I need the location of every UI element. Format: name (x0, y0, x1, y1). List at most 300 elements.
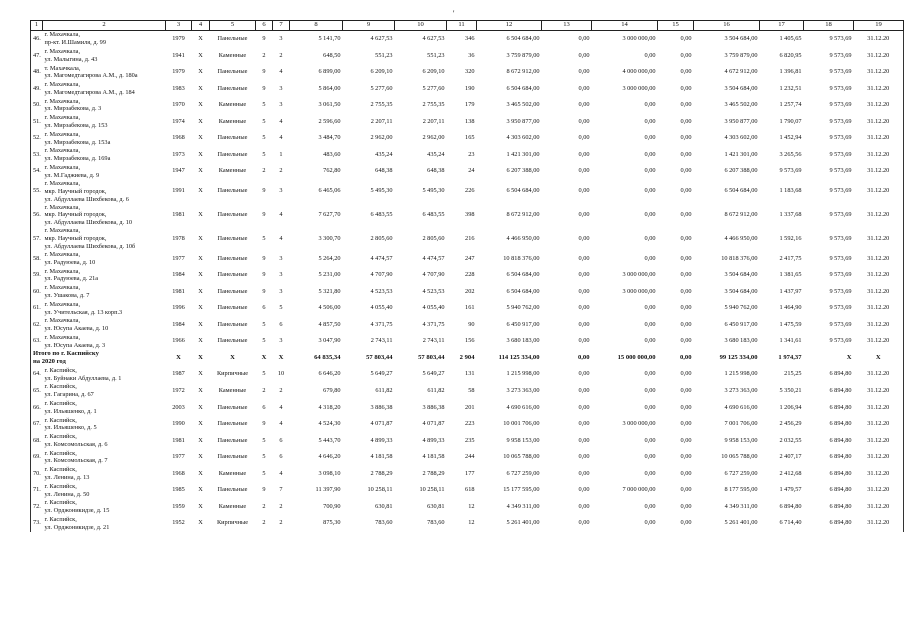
cell-col-10: 6 483,55 (422, 210, 445, 218)
cell-col-13: 0,00 (578, 287, 590, 295)
cell-col-6: 5 (262, 117, 266, 125)
cell-col-14: 0,00 (644, 150, 656, 158)
cell-col-8: 4 857,50 (318, 320, 341, 328)
cell-col-17: 5 350,21 (779, 387, 802, 394)
address-cell (43, 180, 166, 204)
cell-col-12: 10 065 788,00 (503, 453, 540, 461)
cell-col-14: 7 000 000,00 (622, 486, 656, 494)
cell-col-9: 6 483,55 (370, 210, 393, 218)
cell-col-11: 247 (465, 254, 475, 262)
address-cell (43, 130, 166, 147)
cell-col-4: Х (198, 68, 203, 76)
cell-col-11: 244 (465, 453, 475, 461)
cell-col-4: Х (198, 271, 203, 279)
column-header-19: 19 (854, 21, 904, 31)
cell-col-7: 4 (279, 117, 283, 125)
cell-col-16: 3 273 363,00 (724, 387, 758, 394)
table-row (31, 300, 904, 317)
row-number: 48. (33, 68, 41, 76)
cell-col-9: 5 495,30 (370, 187, 393, 195)
cell-col-11: 161 (465, 304, 475, 312)
cell-col-7: 2 (279, 519, 283, 527)
cell-col-6: 2 (262, 502, 266, 510)
cell-col-13: 0,00 (578, 254, 590, 262)
cell-col-18: 9 573,69 (829, 84, 852, 92)
cell-col-13: 0,00 (578, 271, 590, 279)
cell-col-16: 3 950 877,00 (724, 117, 758, 125)
cell-col-14: 0,00 (644, 502, 656, 510)
row-number: 49. (33, 84, 41, 92)
cell-col-17: 2 417,75 (779, 254, 802, 262)
table-body (31, 31, 904, 532)
cell-col-5: Панельные (217, 34, 248, 42)
address-line: ул. Ленина, д. 50 (44, 490, 90, 498)
cell-col-7: 3 (279, 84, 283, 92)
cell-col-18: 6 894,80 (829, 502, 852, 510)
cell-col-3: 1941 (172, 51, 185, 59)
cell-col-5: Панельные (217, 150, 248, 158)
cell-col-10: 551,23 (427, 51, 445, 59)
cell-col-18: 9 573,69 (829, 68, 852, 76)
cell-col-4: Х (198, 304, 203, 312)
row-number: 53. (33, 150, 41, 158)
cell-col-4: Х (198, 370, 203, 378)
cell-col-19: 31.12.20 (867, 420, 890, 428)
cell-col-7: 4 (279, 420, 283, 428)
cell-col-18: 9 573,69 (829, 187, 852, 195)
cell-col-11: 138 (465, 117, 475, 125)
address-line: г. Каспийск, (44, 366, 77, 374)
cell-col-10: 435,24 (427, 150, 445, 158)
cell-col-5: Панельные (217, 271, 248, 279)
page-mark: ' (453, 9, 455, 18)
cell-col-8: 483,60 (323, 150, 341, 158)
cell-col-4: Х (198, 337, 203, 345)
row-number: 47. (33, 51, 41, 59)
cell-col-12: 8 672 912,00 (506, 210, 540, 218)
cell-col-13: 0,00 (578, 519, 590, 527)
cell-col-13: 0,00 (578, 210, 590, 218)
cell-col-12: 114 125 334,00 (498, 353, 540, 361)
cell-col-8: 762,80 (323, 167, 341, 175)
cell-col-9: 4 055,40 (370, 304, 393, 312)
cell-col-7: 4 (279, 210, 283, 218)
cell-col-14: 0,00 (644, 187, 656, 195)
column-header-12: 12 (477, 21, 542, 31)
cell-col-9: 2 743,11 (370, 337, 393, 345)
cell-col-3: 2003 (172, 403, 185, 411)
cell-col-3: 1973 (172, 150, 185, 158)
cell-col-6: 5 (262, 234, 266, 242)
cell-col-19: 31.12.20 (867, 271, 890, 279)
cell-col-12: 10 001 706,00 (503, 420, 540, 428)
cell-col-3: 1978 (172, 234, 185, 242)
address-line: г. Махачкала, (44, 130, 81, 138)
cell-col-5: Панельные (217, 420, 248, 428)
cell-col-11: 36 (468, 51, 475, 59)
cell-col-15: 0,00 (680, 486, 692, 494)
cell-col-6: 2 (262, 51, 266, 59)
cell-col-18: Х (846, 353, 852, 361)
row-number: 50. (33, 101, 41, 109)
cell-col-13: 0,00 (578, 68, 590, 76)
cell-col-4: Х (198, 320, 203, 328)
cell-col-14: 3 000 000,00 (622, 271, 656, 279)
address-cell (43, 515, 166, 532)
cell-col-12: 6 504 684,00 (506, 34, 540, 42)
row-number: 70. (33, 469, 41, 477)
address-line: г. Махачкала, (44, 163, 81, 171)
cell-col-11: 131 (465, 370, 475, 378)
cell-col-12: 10 818 376,00 (503, 254, 540, 262)
column-header-17: 17 (760, 21, 804, 31)
cell-col-10: 648,38 (427, 167, 445, 175)
cell-col-8: 5 321,80 (318, 287, 341, 295)
row-number: 73. (33, 519, 41, 527)
cell-col-18: 6 894,80 (829, 436, 852, 444)
cell-col-8: 2 596,60 (318, 117, 341, 125)
cell-col-18: 9 573,69 (829, 167, 852, 175)
cell-col-13: 0,00 (578, 304, 590, 312)
cell-col-10: 2 962,00 (422, 134, 445, 142)
cell-col-17: 1 437,97 (779, 287, 802, 295)
cell-col-7: 7 (279, 486, 283, 494)
table-row (31, 466, 904, 483)
cell-col-5: Каменные (218, 502, 247, 510)
cell-col-4: Х (198, 117, 203, 125)
cell-col-4: Х (198, 436, 203, 444)
cell-col-18: 6 894,80 (829, 403, 852, 411)
cell-col-17: 1 232,51 (779, 84, 802, 92)
address-line: ул. Юсупа Акаева, д. 3 (44, 341, 106, 349)
cell-col-19: 31.12.20 (867, 134, 890, 142)
cell-col-14: 0,00 (644, 519, 656, 527)
cell-col-3: 1970 (172, 101, 185, 109)
cell-col-7: 3 (279, 337, 283, 345)
cell-col-4: Х (198, 387, 203, 394)
cell-col-6: 5 (262, 101, 266, 109)
cell-col-6: 6 (262, 304, 266, 312)
cell-col-6: Х (261, 353, 267, 361)
cell-col-13: 0,00 (578, 469, 590, 477)
table-row (31, 114, 904, 131)
cell-col-5: Панельные (217, 84, 248, 92)
cell-col-17: 1 183,68 (779, 187, 802, 195)
cell-col-17: 9 573,69 (779, 167, 802, 175)
address-cell (43, 204, 166, 228)
cell-col-16: 3 465 502,00 (724, 101, 758, 109)
cell-col-11: 190 (465, 84, 475, 92)
cell-col-13: 0,00 (578, 502, 590, 510)
cell-col-17: 1 790,07 (779, 117, 802, 125)
column-header-9: 9 (343, 21, 395, 31)
cell-col-8: 4 524,30 (318, 420, 341, 428)
cell-col-14: 0,00 (644, 51, 656, 59)
cell-col-15: 0,00 (680, 337, 692, 345)
total-label (31, 350, 166, 367)
cell-col-8: 5 864,00 (318, 84, 341, 92)
cell-col-16: 10 065 788,00 (721, 453, 758, 461)
address-cell (43, 416, 166, 433)
cell-col-19: 31.12.20 (867, 167, 890, 175)
cell-col-13: 0,00 (578, 234, 590, 242)
cell-col-6: 9 (262, 287, 266, 295)
cell-col-7: 5 (279, 304, 283, 312)
cell-col-14: 0,00 (644, 254, 656, 262)
cell-col-10: 4 071,87 (422, 420, 445, 428)
address-line: г. Махачкала, (44, 179, 81, 187)
table-row (31, 317, 904, 334)
row-number: 59. (33, 271, 41, 279)
cell-col-4: Х (198, 134, 203, 142)
address-cell (43, 251, 166, 268)
cell-col-8: 4 506,00 (318, 304, 341, 312)
cell-col-10: 4 707,90 (422, 271, 445, 279)
cell-col-15: 0,00 (680, 370, 692, 378)
cell-col-5: Каменные (218, 117, 247, 125)
cell-col-18: 9 573,69 (829, 150, 852, 158)
table-row (31, 251, 904, 268)
cell-col-3: 1983 (172, 84, 185, 92)
cell-col-16: 3 504 684,00 (724, 287, 758, 295)
cell-col-9: 2 962,00 (370, 134, 393, 142)
cell-col-13: 0,00 (578, 420, 590, 428)
address-line: г. Махачкала, (44, 147, 81, 155)
cell-col-10: 630,81 (427, 502, 445, 510)
address-cell (43, 48, 166, 65)
cell-col-14: 0,00 (644, 370, 656, 378)
address-cell (43, 400, 166, 417)
cell-col-5: Кирпичные (216, 519, 249, 527)
cell-col-15: 0,00 (680, 320, 692, 328)
cell-col-16: 4 349 311,00 (724, 502, 758, 510)
address-line: г. Махачкала, (44, 31, 81, 39)
cell-col-9: 4 474,57 (370, 254, 393, 262)
cell-col-15: 0,00 (680, 387, 692, 394)
cell-col-19: 31.12.20 (867, 234, 890, 242)
cell-col-15: 0,00 (680, 34, 692, 42)
cell-col-17: 1 381,65 (779, 271, 802, 279)
column-header-14: 14 (592, 21, 658, 31)
address-line: г. Каспийск, (44, 482, 77, 490)
cell-col-17: 1 206,94 (779, 403, 802, 411)
cell-col-11: 2 904 (459, 353, 475, 361)
cell-col-14: 0,00 (644, 117, 656, 125)
cell-col-12: 3 273 363,00 (506, 387, 540, 394)
cell-col-12: 3 759 879,00 (506, 51, 540, 59)
cell-col-19: Х (875, 353, 881, 361)
cell-col-11: 177 (465, 469, 475, 477)
column-number-header (31, 21, 904, 31)
cell-col-4: Х (198, 287, 203, 295)
cell-col-9: 611,82 (375, 387, 393, 394)
cell-col-3: 1979 (172, 68, 185, 76)
cell-col-18: 9 573,69 (829, 101, 852, 109)
cell-col-11: 156 (465, 337, 475, 345)
cell-col-9: 4 523,53 (370, 287, 393, 295)
cell-col-6: 6 (262, 403, 266, 411)
cell-col-9: 2 788,29 (370, 469, 393, 477)
cell-col-15: 0,00 (680, 502, 692, 510)
cell-col-17: 1 452,94 (779, 134, 802, 142)
cell-col-11: 202 (465, 287, 475, 295)
cell-col-18: 6 894,80 (829, 420, 852, 428)
cell-col-12: 5 261 401,00 (506, 519, 540, 527)
address-cell (43, 383, 166, 400)
cell-col-19: 31.12.20 (867, 51, 890, 59)
cell-col-11: 216 (465, 234, 475, 242)
cell-col-12: 3 680 183,00 (506, 337, 540, 345)
cell-col-7: 4 (279, 68, 283, 76)
cell-col-6: 9 (262, 486, 266, 494)
column-header-1: 1 (31, 21, 43, 31)
cell-col-17: 1 475,59 (779, 320, 802, 328)
cell-col-4: Х (198, 101, 203, 109)
total-row (31, 350, 904, 367)
cell-col-15: 0,00 (680, 84, 692, 92)
cell-col-7: 2 (279, 502, 283, 510)
cell-col-12: 6 504 684,00 (506, 187, 540, 195)
cell-col-6: 5 (262, 320, 266, 328)
cell-col-7: 6 (279, 320, 283, 328)
row-number: 62. (33, 320, 41, 328)
address-cell (43, 81, 166, 98)
cell-col-15: 0,00 (680, 420, 692, 428)
address-line: ул. Юсупа Акаева, д. 10 (44, 325, 109, 333)
cell-col-12: 3 950 877,00 (506, 117, 540, 125)
cell-col-18: 9 573,69 (829, 117, 852, 125)
table-row (31, 267, 904, 284)
address-cell (43, 64, 166, 81)
cell-col-16: 4 672 912,00 (724, 68, 758, 76)
cell-col-8: 3 484,70 (318, 134, 341, 142)
cell-col-16: 6 727 259,00 (724, 469, 758, 477)
row-number: 67. (33, 420, 41, 428)
cell-col-11: 12 (468, 519, 475, 527)
cell-col-8: 3 061,50 (318, 101, 341, 109)
address-line: ул. Магомедтагирова А.М., д. 180а (44, 72, 138, 80)
cell-col-4: Х (198, 353, 203, 361)
cell-col-9: 6 209,10 (370, 68, 393, 76)
address-cell (43, 482, 166, 499)
cell-col-10: 5 495,30 (422, 187, 445, 195)
cell-col-19: 31.12.20 (867, 304, 890, 312)
cell-col-7: 6 (279, 453, 283, 461)
cell-col-4: Х (198, 234, 203, 242)
cell-col-9: 551,23 (375, 51, 393, 59)
cell-col-8: 3 300,70 (318, 234, 341, 242)
cell-col-5: Панельные (217, 320, 248, 328)
cell-col-15: 0,00 (680, 167, 692, 175)
cell-col-4: Х (198, 469, 203, 477)
address-line: ул. Радуюева, д. 10 (44, 258, 96, 266)
cell-col-18: 9 573,69 (829, 320, 852, 328)
cell-col-7: 4 (279, 469, 283, 477)
cell-col-4: Х (198, 502, 203, 510)
cell-col-16: 7 001 706,00 (724, 420, 758, 428)
cell-col-18: 9 573,69 (829, 271, 852, 279)
cell-col-16: 8 672 912,00 (724, 210, 758, 218)
cell-col-3: 1979 (172, 34, 185, 42)
cell-col-15: 0,00 (680, 519, 692, 527)
cell-col-10: 5 277,60 (422, 84, 445, 92)
cell-col-13: 0,00 (578, 101, 590, 109)
cell-col-18: 6 894,80 (829, 519, 852, 527)
cell-col-11: 58 (468, 387, 475, 394)
row-number: 57. (33, 234, 41, 242)
row-number: 68. (33, 436, 41, 444)
cell-col-18: 9 573,69 (829, 134, 852, 142)
cell-col-15: 0,00 (680, 254, 692, 262)
row-number: 46. (33, 34, 41, 42)
cell-col-10: 2 207,11 (422, 117, 445, 125)
cell-col-16: 9 958 153,00 (724, 436, 758, 444)
cell-col-15: 0,00 (680, 304, 692, 312)
cell-col-15: 0,00 (680, 403, 692, 411)
cell-col-6: 9 (262, 84, 266, 92)
cell-col-6: 2 (262, 519, 266, 527)
row-number: 54. (33, 167, 41, 175)
address-line: ул. Орджоникидзе, д. 21 (44, 523, 110, 531)
row-number: 64. (33, 370, 41, 378)
cell-col-10: 4 371,75 (422, 320, 445, 328)
cell-col-6: 9 (262, 34, 266, 42)
table-row (31, 180, 904, 204)
cell-col-3: 1981 (172, 436, 185, 444)
cell-col-14: 0,00 (644, 167, 656, 175)
cell-col-7: 4 (279, 403, 283, 411)
table-row (31, 64, 904, 81)
cell-col-10: 4 474,57 (422, 254, 445, 262)
cell-col-19: 31.12.20 (867, 287, 890, 295)
address-line: г. Махачкала, (44, 81, 81, 89)
cell-col-12: 15 177 595,00 (503, 486, 540, 494)
cell-col-3: 1972 (172, 387, 185, 394)
cell-col-7: 3 (279, 34, 283, 42)
cell-col-16: 5 940 762,00 (724, 304, 758, 312)
cell-col-3: 1966 (172, 337, 185, 345)
cell-col-13: 0,00 (578, 370, 590, 378)
cell-col-12: 5 940 762,00 (506, 304, 540, 312)
cell-col-3: Х (176, 353, 181, 361)
cell-col-3: 1952 (172, 519, 185, 527)
table-row (31, 482, 904, 499)
cell-col-9: 5 649,27 (370, 370, 393, 378)
address-line: ул. Мирзабекова, д. 153а (44, 138, 111, 146)
cell-col-3: 1977 (172, 254, 185, 262)
cell-col-5: Панельные (217, 337, 248, 345)
cell-col-17: 1 974,37 (778, 353, 802, 361)
cell-col-9: 4 181,58 (370, 453, 393, 461)
cell-col-3: 1996 (172, 304, 185, 312)
table-row (31, 383, 904, 400)
cell-col-5: Панельные (217, 68, 248, 76)
cell-col-4: Х (198, 167, 203, 175)
cell-col-6: 9 (262, 187, 266, 195)
cell-col-16: 3 504 684,00 (724, 271, 758, 279)
cell-col-11: 90 (468, 320, 475, 328)
cell-col-13: 0,00 (578, 117, 590, 125)
cell-col-7: 10 (277, 370, 285, 378)
cell-col-18: 6 894,80 (829, 370, 852, 378)
cell-col-10: 4 627,53 (422, 34, 445, 42)
column-header-4: 4 (192, 21, 210, 31)
cell-col-9: 10 258,11 (367, 486, 393, 494)
cell-col-15: 0,00 (680, 51, 692, 59)
row-number: 69. (33, 453, 41, 461)
cell-col-18: 9 573,69 (829, 210, 852, 218)
cell-col-10: 2 805,60 (422, 234, 445, 242)
